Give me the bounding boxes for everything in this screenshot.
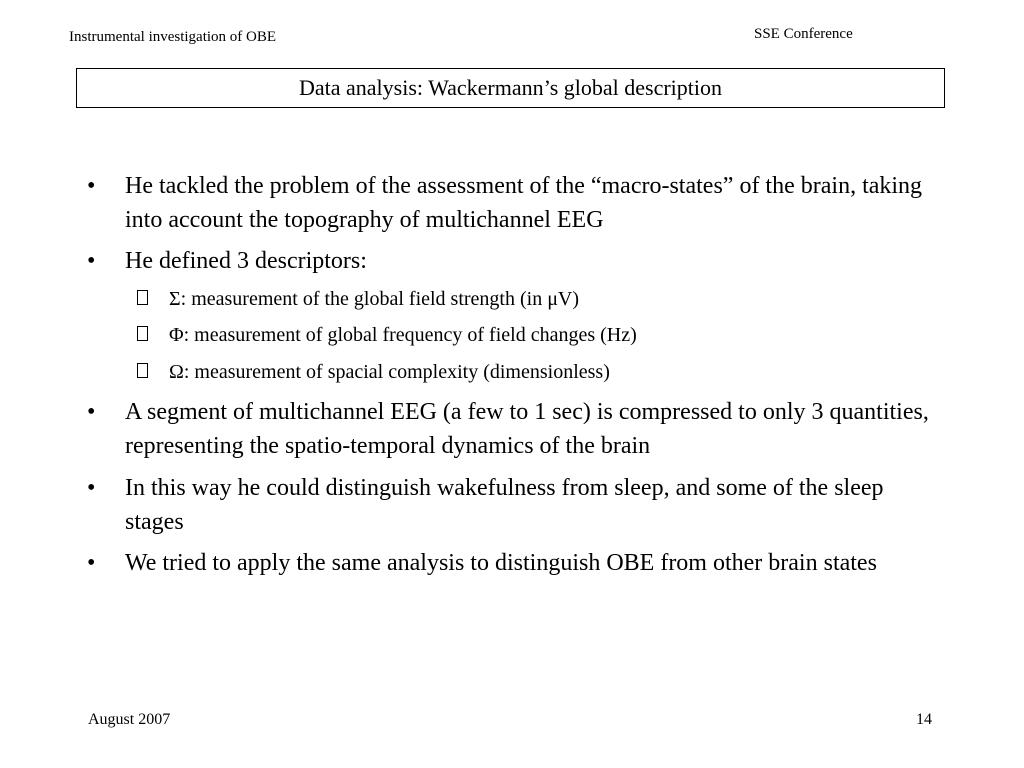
bullet-text: We tried to apply the same analysis to distinguish OBE from other brain states: [125, 550, 877, 576]
bullet-text: He tackled the problem of the assessment of the “macro-states” of the brain, taking into account the topography of multichannel EEG: [125, 173, 923, 233]
bullet-item-obe-analysis: [87, 546, 947, 580]
square-bullet-icon: [137, 326, 148, 341]
footer-date: August 2007: [88, 711, 171, 728]
bullet-item-macro-states: [87, 169, 947, 237]
bullet-text: A segment of multichannel EEG (a few to 1 sec) is compressed to only 3 quantities, representing the spatio-temporal dynamics of the brain: [125, 399, 929, 459]
bullet-item-sleep-stages: [87, 471, 947, 539]
sub-bullet-text: Ω: measurement of spacial complexity (dimensionless): [169, 361, 610, 383]
bullet-item-descriptors: [87, 244, 947, 278]
sub-bullet-phi: [137, 322, 937, 348]
bullet-text: In this way he could distinguish wakefulness from sleep, and some of the sleep stages: [125, 475, 884, 535]
bullet-dot-icon: •: [87, 173, 96, 199]
bullet-text: He defined 3 descriptors:: [125, 248, 367, 274]
square-bullet-icon: [137, 290, 148, 305]
bullet-dot-icon: •: [87, 248, 96, 274]
header-conference-name: SSE Conference: [754, 26, 853, 42]
bullet-dot-icon: •: [87, 475, 96, 501]
footer-page-number: 14: [916, 711, 932, 728]
sub-bullet-text: Σ: measurement of the global field strength (in μV): [169, 288, 580, 310]
header-presentation-title: Instrumental investigation of OBE: [69, 29, 277, 45]
slide-title: Data analysis: Wackermann’s global description: [298, 75, 723, 100]
slide-title-box: [76, 68, 945, 108]
sub-bullet-sigma: [137, 286, 937, 312]
bullet-dot-icon: •: [87, 550, 96, 576]
square-bullet-icon: [137, 363, 148, 378]
sub-bullet-text: Φ: measurement of global frequency of field changes (Hz): [169, 324, 637, 346]
bullet-dot-icon: •: [87, 399, 96, 425]
bullet-item-compression: [87, 395, 947, 463]
sub-bullet-omega: [137, 359, 937, 385]
